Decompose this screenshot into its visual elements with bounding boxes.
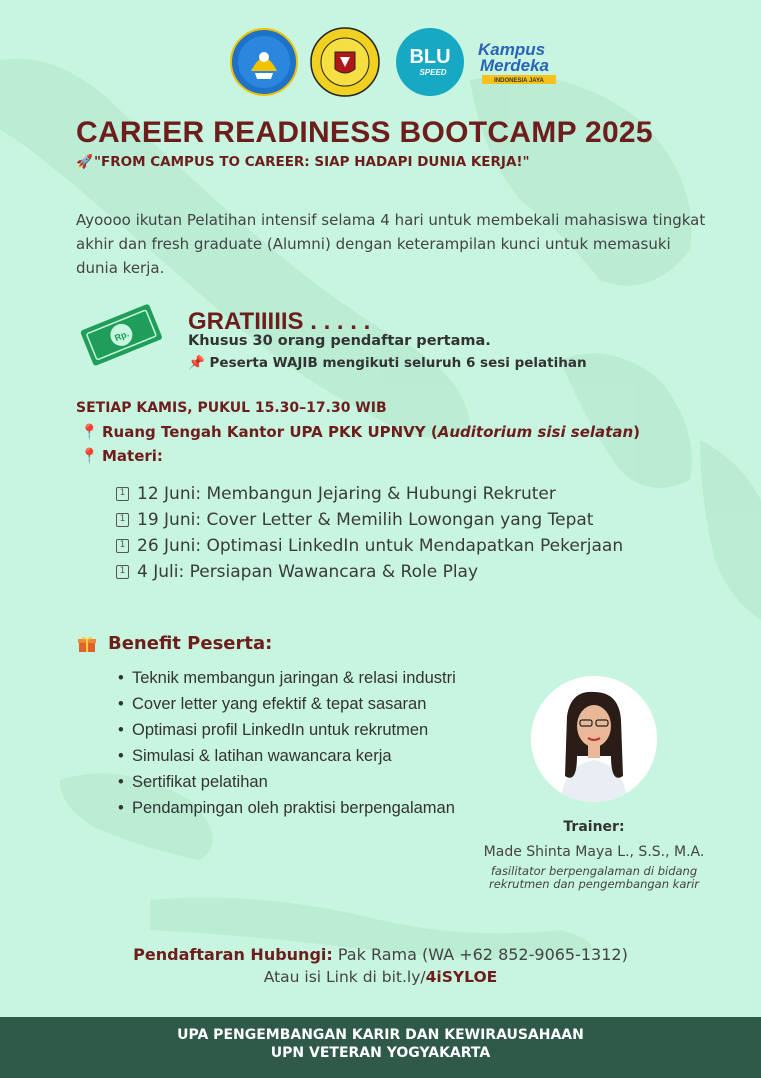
blu-sub-text: SPEED — [419, 68, 447, 77]
benefit-item: • Sertifikat pelatihan — [116, 769, 456, 795]
session-item — [116, 481, 623, 507]
footer-line-1: UPA PENGEMBANGAN KARIR DAN KEWIRAUSAHAAN — [177, 1027, 584, 1043]
calendar-icon: 1 — [116, 487, 129, 501]
contact-line — [0, 945, 761, 964]
benefit-heading-text: Benefit Peserta: — [108, 633, 273, 654]
registration-link-line — [0, 968, 761, 986]
blu-main-text: BLU — [409, 46, 451, 68]
benefit-item: • Cover letter yang efektif & tepat sasaran — [116, 691, 456, 717]
money-icon — [76, 298, 166, 370]
benefit-list — [116, 665, 456, 821]
benefit-heading — [78, 633, 272, 654]
mandatory-label: Peserta WAJIB mengikuti seluruh 6 sesi pelatihan — [209, 355, 587, 371]
materi-line — [80, 447, 163, 465]
contact-label: Pendaftaran Hubungi: — [133, 945, 333, 964]
quota-text: Khusus 30 orang pendaftar pertama. — [188, 333, 491, 349]
kampus-text: Kampus — [478, 40, 546, 59]
location-prefix: Ruang Tengah Kantor UPA PKK UPNVY ( — [102, 423, 438, 441]
calendar-icon: 1 — [116, 513, 129, 527]
merdeka-text: Merdeka — [480, 56, 549, 75]
schedule-text: SETIAP KAMIS, PUKUL 15.30–17.30 WIB — [76, 400, 387, 416]
session-text: 26 Juni: Optimasi LinkedIn untuk Mendapatkan Pekerjaan — [137, 536, 624, 556]
registration-link[interactable]: 4iSYLOE — [425, 968, 498, 986]
calendar-icon: 1 — [116, 539, 129, 553]
session-item — [116, 507, 623, 533]
mandatory-text — [188, 355, 587, 371]
gift-icon — [78, 635, 96, 653]
upn-veteran-logo — [310, 27, 380, 97]
benefit-item: • Pendampingan oleh praktisi berpengalaman — [116, 795, 456, 821]
subtitle — [76, 154, 530, 170]
page-title: CAREER READINESS BOOTCAMP 2025 — [76, 116, 653, 149]
money-label: Rp. — [113, 328, 131, 344]
calendar-icon: 1 — [116, 565, 129, 579]
link-prefix: Atau isi Link di bit.ly/ — [263, 968, 426, 986]
trainer-portrait — [531, 676, 657, 802]
kampus-merdeka-logo — [476, 27, 562, 97]
session-text: 4 Juli: Persiapan Wawancara & Role Play — [137, 562, 479, 582]
subtitle-text: "FROM CAMPUS TO CAREER: SIAP HADAPI DUNIA KERJA!" — [94, 154, 530, 170]
materi-label: Materi: — [102, 447, 163, 465]
footer-banner — [0, 1017, 761, 1078]
pushpin-icon: 📌 — [188, 355, 205, 371]
session-list — [116, 481, 623, 585]
tut-wuri-handayani-logo — [229, 27, 299, 97]
trainer-description: fasilitator berpengalaman di bidang rekrutmen dan pengembangan karir — [488, 864, 700, 891]
intro-paragraph: Ayoooo ikutan Pelatihan intensif selama 4 hari untuk membekali mahasiswa tingkat akhir dan fresh graduate (Alumni) dengan keterampilan kunci untuk memasuki dunia kerja. — [76, 211, 706, 277]
location-suffix: ) — [633, 423, 641, 441]
location-italic: Auditorium sisi selatan — [437, 423, 634, 441]
benefit-item: • Simulasi & latihan wawancara kerja — [116, 743, 456, 769]
session-item — [116, 533, 623, 559]
benefit-item: • Optimasi profil LinkedIn untuk rekrutmen — [116, 717, 456, 743]
trainer-photo — [531, 676, 657, 802]
blu-speed-logo — [395, 27, 465, 97]
location-pin-icon: 📍 — [80, 423, 99, 441]
trainer-label: Trainer: — [563, 819, 625, 835]
location-line — [80, 423, 640, 441]
kampus-tag-text: INDONESIA JAYA — [494, 78, 544, 84]
session-item — [116, 559, 623, 585]
footer-line-2: UPN VETERAN YOGYAKARTA — [270, 1045, 491, 1061]
materi-pin-icon: 📍 — [80, 447, 99, 465]
session-text: 19 Juni: Cover Letter & Memilih Lowongan yang Tepat — [137, 510, 594, 530]
benefit-item: • Teknik membangun jaringan & relasi industri — [116, 665, 456, 691]
gratis-heading: GRATIIIIIS . . . . . — [188, 308, 371, 335]
contact-value: Pak Rama (WA +62 852-9065-1312) — [332, 945, 628, 964]
session-text: 12 Juni: Membangun Jejaring & Hubungi Rekruter — [137, 484, 556, 504]
trainer-name: Made Shinta Maya L., S.S., M.A. — [483, 844, 705, 860]
rocket-icon: 🚀 — [76, 154, 93, 170]
